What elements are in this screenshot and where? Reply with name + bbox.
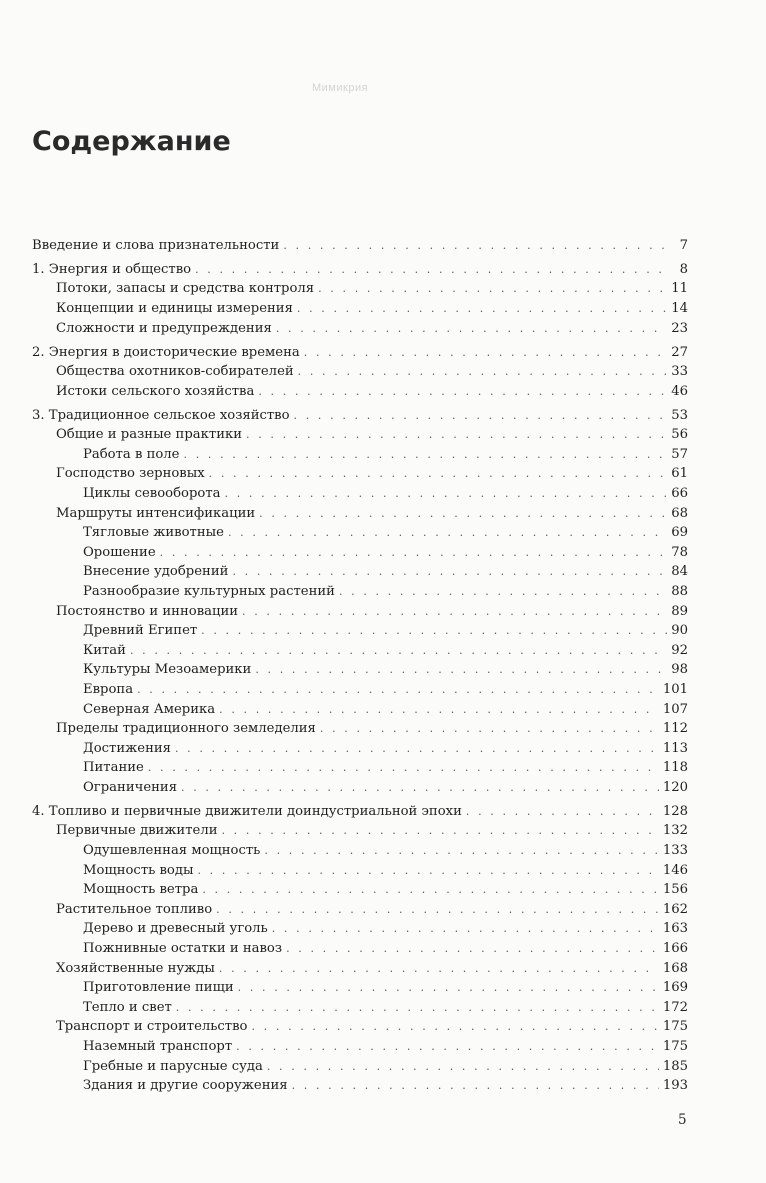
- toc-entry-label: Орошение: [83, 544, 156, 560]
- toc-entry-page: 128: [662, 803, 688, 819]
- toc-entry: [32, 1017, 688, 1037]
- toc-entry: [32, 464, 688, 484]
- toc-entry-label: Дерево и древесный уголь: [83, 921, 268, 937]
- dot-leader: [298, 362, 668, 382]
- toc-entry-page: 185: [662, 1058, 688, 1074]
- toc-entry-label: Древний Египет: [83, 623, 198, 639]
- toc-entry: [32, 978, 688, 998]
- toc-entry: [32, 1076, 688, 1096]
- toc-entry-page: 11: [671, 281, 688, 297]
- toc-entry-page: 162: [662, 901, 688, 917]
- toc-entry-page: 113: [662, 740, 688, 756]
- toc-entry-page: 57: [671, 446, 688, 462]
- dot-leader: [259, 504, 667, 524]
- dot-leader: [228, 523, 667, 543]
- toc-entry: [32, 700, 688, 720]
- toc-entry-page: 156: [662, 882, 688, 898]
- dot-leader: [209, 464, 668, 484]
- toc-entry: [32, 319, 688, 339]
- toc-entry-page: 112: [662, 721, 688, 737]
- toc-entry-page: 120: [662, 779, 688, 795]
- toc-entry: [32, 778, 688, 798]
- toc-entry-label: Китай: [83, 642, 126, 658]
- toc-entry: [32, 582, 688, 602]
- toc-entry-page: 163: [662, 921, 688, 937]
- dot-leader: [130, 641, 667, 661]
- toc-entry-label: Транспорт и строительство: [56, 1019, 248, 1035]
- toc-entry-page: 168: [662, 960, 688, 976]
- dot-leader: [181, 778, 659, 798]
- toc-entry-page: 61: [671, 466, 688, 482]
- toc-entry-label: Культуры Мезоамерики: [83, 662, 252, 678]
- dot-leader: [195, 260, 670, 280]
- toc-entry-page: 169: [662, 980, 688, 996]
- toc-entry-page: 56: [671, 427, 688, 443]
- toc-entry: [32, 821, 688, 841]
- toc-entry-label: Наземный транспорт: [83, 1038, 233, 1054]
- dot-leader: [255, 660, 667, 680]
- toc-entry: [32, 425, 688, 445]
- dot-leader: [292, 1076, 659, 1096]
- toc-entry-page: 118: [662, 760, 688, 776]
- toc-entry: [32, 445, 688, 465]
- toc-entry-page: 98: [671, 662, 688, 678]
- toc-entry: [32, 362, 688, 382]
- toc-entry-label: Гребные и парусные суда: [83, 1058, 263, 1074]
- toc-entry-label: Общие и разные практики: [56, 427, 243, 443]
- toc-entry-page: 90: [671, 623, 688, 639]
- toc-entry-label: Господство зерновых: [56, 466, 205, 482]
- dot-leader: [221, 821, 658, 841]
- toc-entry-label: Истоки сельского хозяйства: [56, 383, 255, 399]
- toc-entry-page: 175: [662, 1038, 688, 1054]
- toc-entry: [32, 802, 688, 822]
- toc-entry-page: 193: [662, 1078, 688, 1094]
- bleed-through-header: Мимикрия: [312, 82, 369, 94]
- toc-entry: [32, 641, 688, 661]
- toc-entry-page: 84: [671, 564, 688, 580]
- dot-leader: [219, 700, 659, 720]
- toc-entry-label: Здания и другие сооружения: [83, 1078, 288, 1094]
- toc-entry-label: Внесение удобрений: [83, 564, 229, 580]
- dot-leader: [216, 900, 659, 920]
- dot-leader: [304, 343, 667, 363]
- toc-entry-label: Общества охотников-собирателей: [56, 364, 294, 380]
- toc-entry: [32, 719, 688, 739]
- toc-entry-page: 107: [662, 701, 688, 717]
- toc-entry-page: 78: [671, 544, 688, 560]
- dot-leader: [251, 1017, 658, 1037]
- toc-entry-label: Постоянство и инновации: [56, 603, 239, 619]
- toc-entry-label: 1. Энергия и общество: [32, 261, 192, 277]
- toc-entry-page: 33: [671, 364, 688, 380]
- dot-leader: [320, 719, 659, 739]
- toc-entry-page: 23: [671, 320, 688, 336]
- toc-entry: [32, 739, 688, 759]
- toc-entry: [32, 861, 688, 881]
- toc-entry: [32, 382, 688, 402]
- dot-leader: [246, 425, 667, 445]
- toc-entry-label: Пределы традиционного земледелия: [56, 721, 316, 737]
- dot-leader: [286, 939, 659, 959]
- dot-leader: [283, 236, 670, 256]
- toc-entry-label: Северная Америка: [83, 701, 216, 717]
- dot-leader: [318, 279, 667, 299]
- toc-entry-label: Разнообразие культурных растений: [83, 583, 335, 599]
- toc-entry-page: 68: [671, 505, 688, 521]
- toc-entry-page: 89: [671, 603, 688, 619]
- dot-leader: [238, 978, 659, 998]
- toc-entry-label: 3. Традиционное сельское хозяйство: [32, 407, 290, 423]
- toc-entry-label: Введение и слова признательности: [32, 238, 280, 253]
- toc-entry-label: Хозяйственные нужды: [56, 960, 215, 976]
- page-title: Содержание: [32, 126, 231, 157]
- toc-entry-label: Циклы севооборота: [83, 486, 221, 502]
- dot-leader: [297, 299, 667, 319]
- toc-entry-page: 66: [671, 486, 688, 502]
- toc-entry-label: Достижения: [83, 740, 171, 756]
- dot-leader: [160, 543, 668, 563]
- toc-entry-label: Маршруты интенсификации: [56, 505, 256, 521]
- toc-entry: [32, 660, 688, 680]
- toc-entry-label: 2. Энергия в доисторические времена: [32, 344, 300, 360]
- toc-entry: [32, 523, 688, 543]
- page-number: 5: [678, 1112, 687, 1128]
- toc-entry-label: Европа: [83, 681, 134, 697]
- toc-entry-label: Одушевленная мощность: [83, 843, 261, 858]
- toc-entry: [32, 758, 688, 778]
- toc-entry-label: Тягловые животные: [83, 525, 224, 541]
- dot-leader: [219, 959, 659, 979]
- dot-leader: [201, 621, 667, 641]
- dot-leader: [466, 802, 659, 822]
- toc-entry-page: 172: [662, 999, 688, 1015]
- toc-entry-label: 4. Топливо и первичные движители доиндустриальной эпохи: [32, 803, 462, 819]
- toc-entry: [32, 959, 688, 979]
- toc-entry-label: Ограничения: [83, 779, 178, 795]
- toc-entry-page: 175: [662, 1019, 688, 1035]
- toc-entry-label: Пожнивные остатки и навоз: [83, 940, 283, 956]
- dot-leader: [184, 445, 668, 465]
- table-of-contents: [32, 236, 688, 1096]
- toc-entry-label: Тепло и свет: [83, 999, 172, 1015]
- toc-entry: [32, 484, 688, 504]
- toc-entry-label: Приготовление пищи: [83, 980, 234, 996]
- toc-entry-label: Мощность ветра: [83, 882, 199, 898]
- toc-entry: [32, 236, 688, 256]
- toc-entry-label: Концепции и единицы измерения: [56, 301, 293, 317]
- toc-entry-label: Сложности и предупреждения: [56, 320, 272, 336]
- dot-leader: [267, 1057, 659, 1077]
- dot-leader: [202, 880, 659, 900]
- dot-leader: [137, 680, 659, 700]
- toc-entry-page: 8: [679, 261, 688, 277]
- dot-leader: [197, 861, 658, 881]
- toc-entry: [32, 680, 688, 700]
- toc-entry: [32, 343, 688, 363]
- toc-entry: [32, 880, 688, 900]
- toc-entry-label: Потоки, запасы и средства контроля: [56, 281, 315, 297]
- dot-leader: [176, 998, 659, 1018]
- toc-entry-page: 46: [671, 383, 688, 399]
- toc-entry: [32, 621, 688, 641]
- dot-leader: [264, 841, 658, 861]
- toc-entry: [32, 919, 688, 939]
- toc-entry-page: 132: [662, 823, 688, 839]
- toc-entry: [32, 543, 688, 563]
- toc-entry: [32, 279, 688, 299]
- toc-entry-page: 88: [671, 583, 688, 599]
- toc-entry-label: Первичные движители: [56, 823, 218, 839]
- dot-leader: [175, 739, 659, 759]
- toc-entry: [32, 939, 688, 959]
- toc-entry-page: 146: [662, 862, 688, 878]
- toc-entry-page: 14: [671, 301, 688, 317]
- dot-leader: [232, 562, 667, 582]
- toc-entry: [32, 504, 688, 524]
- toc-entry: [32, 406, 688, 426]
- toc-entry-page: 27: [671, 344, 688, 360]
- dot-leader: [242, 602, 667, 622]
- toc-entry-page: 7: [679, 238, 688, 253]
- toc-entry: [32, 602, 688, 622]
- toc-entry: [32, 900, 688, 920]
- toc-entry: [32, 260, 688, 280]
- toc-entry: [32, 299, 688, 319]
- toc-entry-page: 69: [671, 525, 688, 541]
- dot-leader: [148, 758, 659, 778]
- dot-leader: [272, 919, 659, 939]
- dot-leader: [294, 406, 668, 426]
- toc-entry-label: Мощность воды: [83, 862, 194, 878]
- toc-entry: [32, 1037, 688, 1057]
- dot-leader: [258, 382, 667, 402]
- dot-leader: [339, 582, 667, 602]
- toc-entry-page: 53: [671, 407, 688, 423]
- toc-entry: [32, 998, 688, 1018]
- toc-entry-page: 101: [662, 681, 688, 697]
- toc-entry-label: Работа в поле: [83, 446, 180, 462]
- dot-leader: [276, 319, 667, 339]
- toc-entry-page: 92: [671, 642, 688, 658]
- toc-entry: [32, 841, 688, 861]
- toc-entry: [32, 1057, 688, 1077]
- toc-entry-page: 133: [662, 843, 688, 858]
- toc-entry-label: Растительное топливо: [56, 901, 213, 917]
- toc-entry: [32, 562, 688, 582]
- toc-entry-page: 166: [662, 940, 688, 956]
- dot-leader: [225, 484, 668, 504]
- dot-leader: [236, 1037, 659, 1057]
- toc-entry-label: Питание: [83, 760, 144, 776]
